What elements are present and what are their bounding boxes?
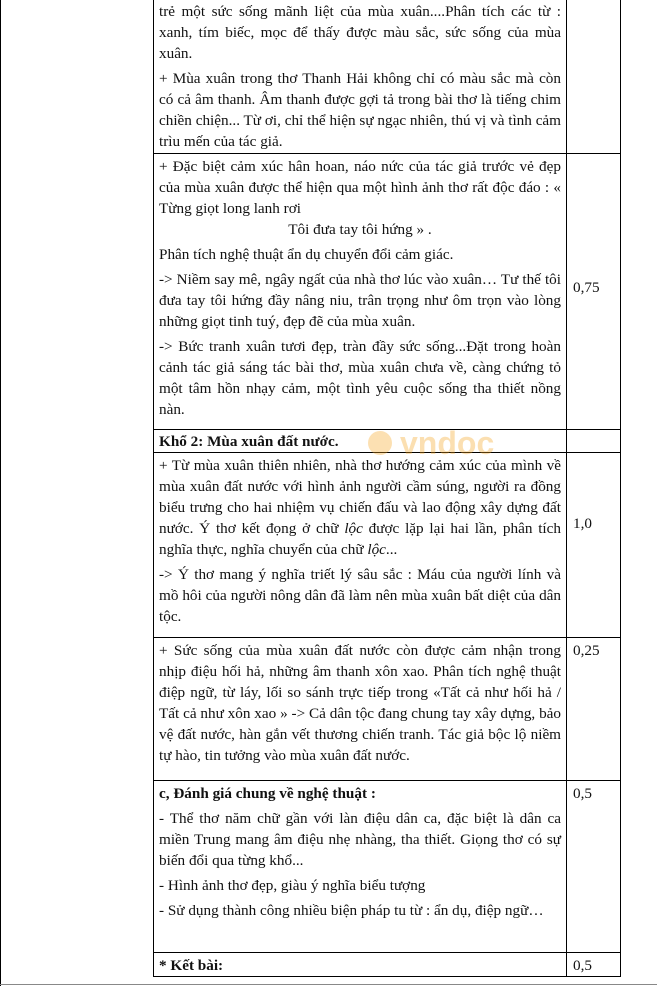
- paragraph: + Mùa xuân trong thơ Thanh Hải không chỉ có màu sắc mà còn có cả âm thanh. Âm thanh được gợi tả trong bài thơ là tiếng chim chiền chiện... Từ ơi, chỉ thể hiện sự ngạc nhiên, thú vị và tình cảm trìu mến của tác giả.: [159, 70, 561, 150]
- table-border-left: [0, 0, 1, 986]
- row-divider: [153, 153, 621, 154]
- paragraph: -> Niềm say mê, ngây ngất của nhà thơ lúc vào xuân… Tư thế tôi đưa tay tôi hứng đầy nâng niu, trân trọng như ôm trọn vào lòng những giọt tinh tuý, đẹp đẽ của mùa xuân.: [159, 271, 561, 330]
- score-cell: 0,25: [573, 642, 600, 659]
- table-cell-content: [159, 156, 561, 420]
- section-heading: c, Đánh giá chung về nghệ thuật :: [159, 785, 376, 802]
- paragraph: - Hình ảnh thơ đẹp, giàu ý nghĩa biểu tượng: [159, 877, 426, 894]
- table-bottom-border: [153, 976, 621, 977]
- svg-text:vndoc: vndoc: [400, 425, 495, 461]
- table-cell-content: [159, 783, 561, 921]
- text-run: được lặp lại hai lần, phân tích nghĩa thực, nghĩa chuyển của chữ: [159, 520, 561, 558]
- page-bottom-line: [0, 984, 657, 985]
- table-border-right: [620, 0, 621, 977]
- paragraph: + Đặc biệt cảm xúc hân hoan, náo nức của tác giả trước vẻ đẹp của mùa xuân được thể hiện qua một hình ảnh thơ rất độc đáo : « Từng giọt long lanh rơi: [159, 158, 561, 217]
- score-cell: 0,75: [573, 279, 600, 296]
- italic-word: lộc: [367, 541, 386, 558]
- score-cell: 0,5: [573, 957, 592, 974]
- poem-line: Tôi đưa tay tôi hứng » .: [288, 221, 432, 238]
- paragraph: -> Ý thơ mang ý nghĩa triết lý sâu sắc : Máu của người lính và mồ hôi của người nông dân đã làm nên mùa xuân bất diệt của dân tộc.: [159, 566, 561, 625]
- paragraph: Phân tích nghệ thuật ẩn dụ chuyển đổi cảm giác.: [159, 246, 454, 263]
- row-divider: [153, 952, 621, 953]
- text-run: ...: [385, 541, 398, 558]
- table-cell-content: [159, 455, 561, 627]
- text-run: + Từ mùa xuân thiên nhiên, nhà thơ hướng cảm xúc của mình về mùa xuân đất nước với hình ảnh người cầm súng, người ra đồng biểu trưng cho hai nhiệm vụ chiến đấu và lao động xây dựng đất nước. Ý thơ kết đọng ở chữ: [159, 457, 561, 537]
- italic-word: lộc: [344, 520, 363, 537]
- paragraph: -> Bức tranh xuân tươi đẹp, tràn đầy sức sống...Đặt trong hoàn cảnh tác giả sáng tác bài thơ, mùa xuân chưa về, càng chứng tỏ một tâm hồn nhạy cảm, một tình yêu cuộc sống tha thiết nồng nàn.: [159, 338, 561, 418]
- table-col-divider-1: [153, 0, 154, 977]
- score-cell: 0,5: [573, 785, 592, 802]
- paragraph: [159, 455, 561, 560]
- row-divider: [153, 780, 621, 781]
- section-heading: Khổ 2: Mùa xuân đất nước.: [159, 433, 339, 450]
- section-heading: * Kết bài:: [159, 957, 224, 974]
- row-divider: [153, 637, 621, 638]
- paragraph: + Sức sống của mùa xuân đất nước còn được cảm nhận trong nhịp điệu hối hả, những âm thanh xôn xao. Phân tích nghệ thuật điệp ngữ, từ láy, lối so sánh trực tiếp trong «Tất cả như hối hả / Tất cả như xôn xao » -> Cả dân tộc đang chung tay xây dựng, bảo vệ đất nước, hàn gắn vết thương chiến tranh. Tác giả bộc lộ niềm tự hào, tin tưởng vào mùa xuân đất nước.: [159, 642, 561, 764]
- table-cell-content: [159, 1, 561, 152]
- table-cell-content: [159, 640, 561, 766]
- score-cell: 1,0: [573, 515, 592, 532]
- table-col-divider-2: [566, 0, 567, 977]
- paragraph: - Sử dụng thành công nhiều biện pháp tu từ : ẩn dụ, điệp ngữ…: [159, 902, 544, 919]
- paragraph: trẻ một sức sống mãnh liệt của mùa xuân....Phân tích các từ : xanh, tím biếc, mọc để thấy được màu sắc, sức sống của mùa xuân.: [159, 3, 561, 62]
- paragraph: - Thể thơ năm chữ gần với làn điệu dân ca, đặc biệt là dân ca miền Trung mang âm điệu nhẹ nhàng, tha thiết. Giọng thơ có sự biến đổi qua từng khổ...: [159, 810, 561, 869]
